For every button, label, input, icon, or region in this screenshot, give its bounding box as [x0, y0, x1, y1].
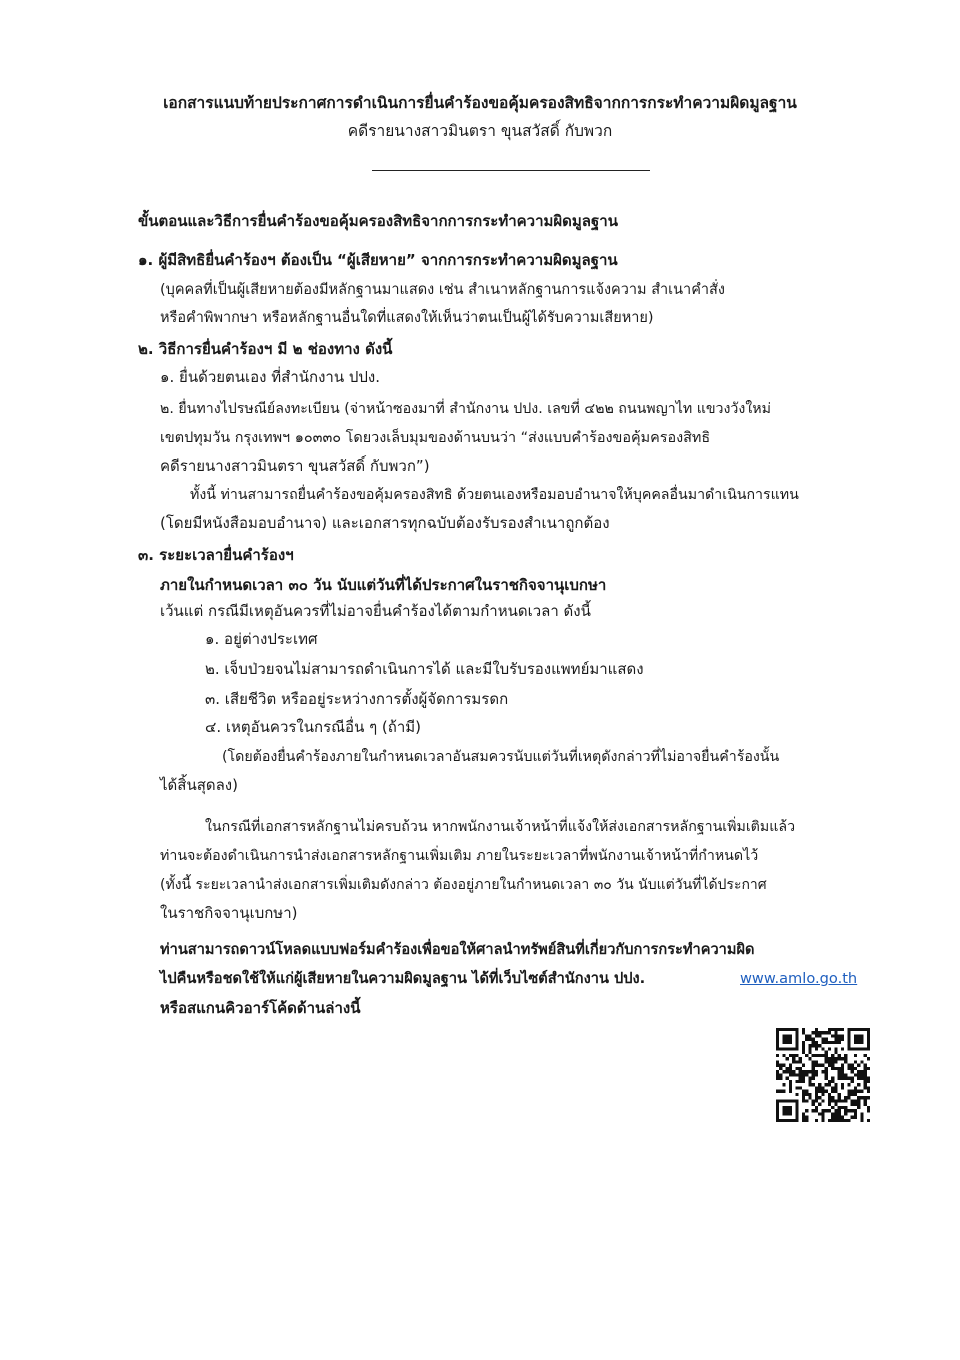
document-subtitle: คดีรายนางสาวมินตรา ขุนสวัสดิ์ กับพวก [347, 122, 613, 140]
exception-reason: ๔. เหตุอันควรในกรณีอื่น ๆ (ถ้ามี) [205, 718, 422, 736]
item3-deadline: ภายในกำหนดเวลา ๓๐ วัน นับแต่วันที่ได้ประกาศในราชกิจจานุเบกษา [160, 576, 607, 594]
download-paragraph: ไปคืนหรือชดใช้ให้แก่ผู้เสียหายในความผิดมูลฐาน ได้ที่เว็บไซต์สำนักงาน ปปง. [160, 970, 646, 987]
item2-note: ทั้งนี้ ท่านสามารถยื่นคำร้องขอคุ้มครองสิทธิ ด้วยตนเองหรือมอบอำนาจให้บุคคลอื่นมาดำเนินการแทน [190, 487, 799, 503]
item3-exception: เว้นแต่ กรณีมีเหตุอันควรที่ไม่อาจยื่นคำร้องได้ตามกำหนดเวลา ดังนี้ [160, 602, 591, 620]
item2-heading: ๒. วิธีการยื่นคำร้องฯ มี ๒ ช่องทาง ดังนี้ [138, 340, 393, 358]
title-divider [372, 170, 650, 171]
amlo-website-link[interactable]: www.amlo.go.th [740, 970, 858, 987]
item1-text: หรือคำพิพากษา หรือหลักฐานอื่นใดที่แสดงให้เห็นว่าตนเป็นผู้ได้รับความเสียหาย) [160, 310, 654, 326]
item2-option-2-cont: เขตปทุมวัน กรุงเทพฯ ๑๐๓๓๐ โดยวงเล็บมุมของด้านบนว่า “ส่งแบบคำร้องขอคุ้มครองสิทธิ [160, 430, 711, 446]
item2-option-1: ๑. ยื่นด้วยตนเอง ที่สำนักงาน ปปง. [160, 368, 380, 386]
evidence-paragraph: ในกรณีที่เอกสารหลักฐานไม่ครบถ้วน หากพนักงานเจ้าหน้าที่แจ้งให้ส่งเอกสารหลักฐานเพิ่มเติมแล้ว [205, 819, 796, 835]
evidence-paragraph: ในราชกิจจานุเบกษา) [160, 904, 298, 922]
exception-note: ได้สิ้นสุดลง) [160, 776, 238, 794]
exception-reason: ๓. เสียชีวิต หรืออยู่ระหว่างการตั้งผู้จัดการมรดก [205, 690, 509, 708]
document-title: เอกสารแนบท้ายประกาศการดำเนินการยื่นคำร้องขอคุ้มครองสิทธิจากการกระทำความผิดมูลฐาน [163, 94, 797, 112]
section-heading: ขั้นตอนและวิธีการยื่นคำร้องขอคุ้มครองสิทธิจากการกระทำความผิดมูลฐาน [138, 212, 618, 230]
evidence-paragraph: ท่านจะต้องดำเนินการนำส่งเอกสารหลักฐานเพิ่มเติม ภายในระยะเวลาที่พนักงานเจ้าหน้าที่กำหนดไว้ [160, 848, 759, 864]
exception-note: (โดยต้องยื่นคำร้องภายในกำหนดเวลาอันสมควรนับแต่วันที่เหตุดังกล่าวที่ไม่อาจยื่นคำร้องนั้น [222, 749, 780, 765]
exception-reason: ๒. เจ็บป่วยจนไม่สามารถดำเนินการได้ และมีใบรับรองแพทย์มาแสดง [205, 660, 644, 678]
qr-code-icon[interactable] [776, 1028, 870, 1122]
item2-note: (โดยมีหนังสือมอบอำนาจ) และเอกสารทุกฉบับต้องรับรองสำเนาถูกต้อง [160, 514, 610, 532]
item1-text: (บุคคลที่เป็นผู้เสียหายต้องมีหลักฐานมาแสดง เช่น สำเนาหลักฐานการแจ้งความ สำเนาคำสั่ง [160, 282, 725, 298]
item2-option-2-cont: คดีรายนางสาวมินตรา ขุนสวัสดิ์ กับพวก”) [160, 457, 430, 475]
item2-option-2: ๒. ยื่นทางไปรษณีย์ลงทะเบียน (จ่าหน้าซองมาที่ สำนักงาน ปปง. เลขที่ ๔๒๒ ถนนพญาไท แขวงวังใหม่ [160, 401, 771, 417]
download-paragraph: หรือสแกนคิวอาร์โค้ดด้านล่างนี้ [160, 999, 361, 1017]
item3-heading: ๓. ระยะเวลายื่นคำร้องฯ [138, 546, 294, 564]
evidence-paragraph: (ทั้งนี้ ระยะเวลานำส่งเอกสารเพิ่มเติมดังกล่าว ต้องอยู่ภายในกำหนดเวลา ๓๐ วัน นับแต่วันที่ได้ประกาศ [160, 877, 767, 893]
exception-reason: ๑. อยู่ต่างประเทศ [205, 630, 318, 648]
download-paragraph: ท่านสามารถดาวน์โหลดแบบฟอร์มคำร้องเพื่อขอให้ศาลนำทรัพย์สินที่เกี่ยวกับการกระทำความผิด [160, 941, 755, 958]
item1-heading: ๑. ผู้มีสิทธิยื่นคำร้องฯ ต้องเป็น “ผู้เสียหาย” จากการกระทำความผิดมูลฐาน [138, 251, 618, 269]
